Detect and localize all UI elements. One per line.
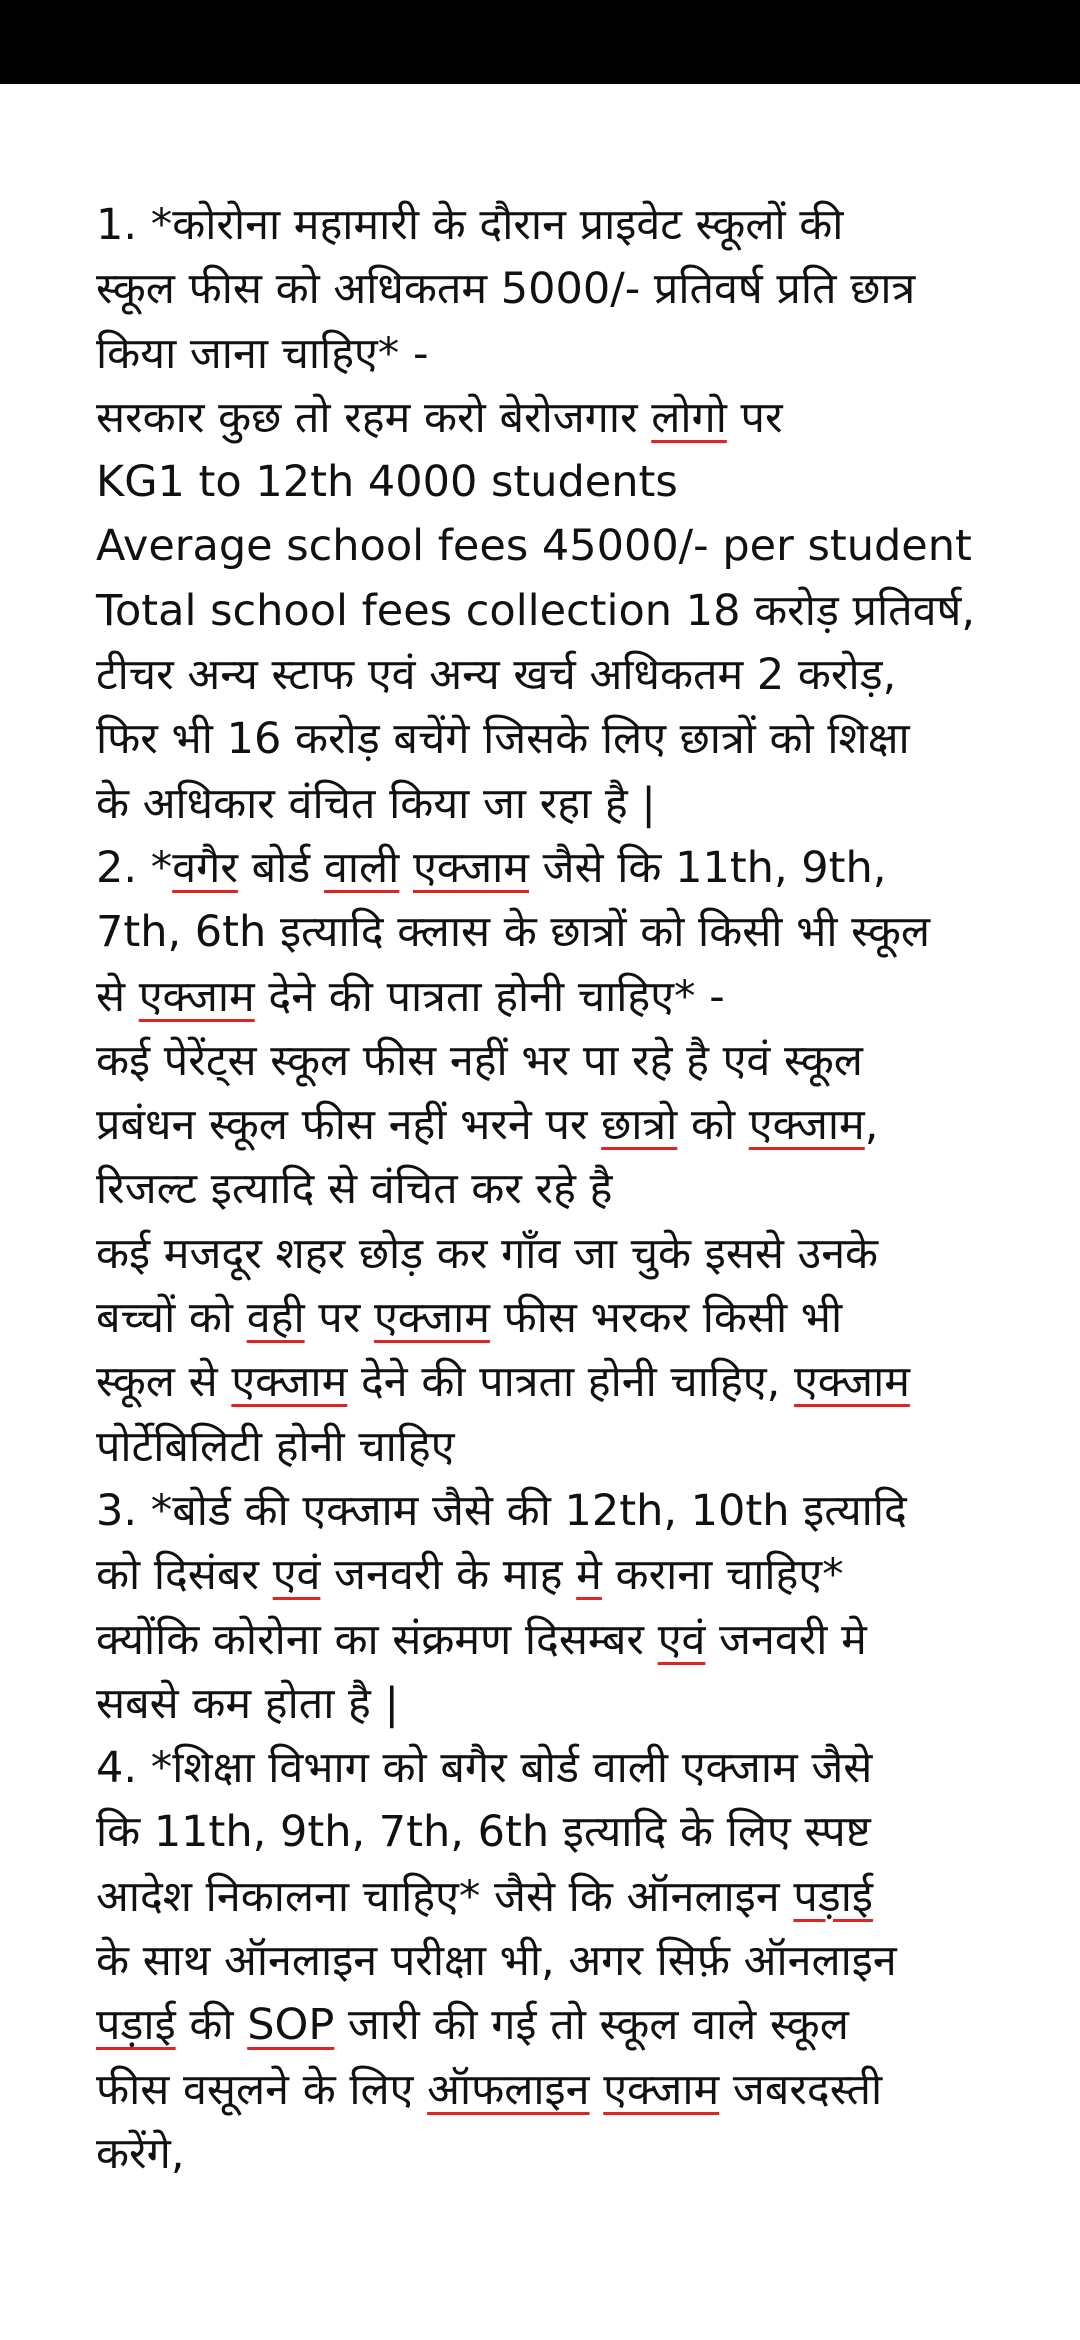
text-run: को दिसंबर xyxy=(96,1550,273,1601)
text-line: रिजल्ट इत्यादि से वंचित कर रहे है xyxy=(96,1164,613,1215)
text-run: पर xyxy=(726,392,783,443)
text-run: जबरदस्ती xyxy=(719,2064,883,2115)
text-run: फीस वसूलने के लिए xyxy=(96,2064,428,2115)
text-line xyxy=(96,836,996,900)
text-line: टीचर अन्य स्टाफ एवं अन्य खर्च अधिकतम 2 करोड़, xyxy=(96,650,897,701)
text-line xyxy=(96,1543,996,1607)
text-line: सबसे कम होता है | xyxy=(96,1678,400,1729)
text-run: जारी की गई तो स्कूल वाले स्कूल xyxy=(334,2000,849,2051)
text-line xyxy=(96,386,996,450)
text-run: की xyxy=(175,2000,248,2051)
text-run xyxy=(590,2065,604,2115)
misspelled-word[interactable]: एक्जाम xyxy=(231,1357,348,1408)
text-line: Average school fees 45000/- per student xyxy=(96,521,972,572)
misspelled-word[interactable]: वाली xyxy=(323,842,400,893)
text-run xyxy=(399,843,413,893)
text-line: 1. *कोरोना महामारी के दौरान प्राइवेट स्कूलों की xyxy=(96,200,844,250)
text-line: 4. *शिक्षा विभाग को बगैर बोर्ड वाली एक्जाम जैसे xyxy=(96,1743,873,1794)
status-bar xyxy=(0,0,1080,84)
document-body[interactable] xyxy=(96,193,996,2186)
misspelled-word[interactable]: एक्जाम xyxy=(603,2064,720,2115)
text-line: KG1 to 12th 4000 students xyxy=(96,457,678,508)
text-line: फिर भी 16 करोड़ बचेंगे जिसके लिए छात्रों को शिक्षा xyxy=(96,714,910,765)
misspelled-word[interactable]: लोगो xyxy=(651,392,727,443)
misspelled-word[interactable]: एवं xyxy=(657,1614,706,1665)
text-line: कई पेरेंट्स स्कूल फीस नहीं भर पा रहे है एवं स्कूल xyxy=(96,1035,863,1086)
misspelled-word[interactable]: पड़ाई xyxy=(96,2000,176,2051)
text-run: कराना चाहिए* xyxy=(601,1550,844,1601)
text-run: 2. * xyxy=(96,842,173,893)
text-run: आदेश निकालना चाहिए* जैसे कि ऑनलाइन xyxy=(96,1871,794,1922)
text-run: , xyxy=(864,1100,879,1151)
text-run: देने की पात्रता होनी चाहिए, xyxy=(347,1357,794,1408)
text-line xyxy=(96,2058,996,2122)
misspelled-word[interactable]: वही xyxy=(246,1293,305,1344)
text-line: के साथ ऑनलाइन परीक्षा भी, अगर सिर्फ़ ऑनलाइन xyxy=(96,1936,897,1987)
text-run: जैसे कि 11th, 9th, xyxy=(528,842,887,893)
text-run: सरकार कुछ तो रहम करो बेरोजगार xyxy=(96,392,652,443)
misspelled-word[interactable]: वगैर xyxy=(172,842,238,893)
misspelled-word[interactable]: एक्जाम xyxy=(138,971,255,1022)
misspelled-word[interactable]: पड़ाई xyxy=(793,1871,873,1922)
text-line: स्कूल फीस को अधिकतम 5000/- प्रतिवर्ष प्रति छात्र xyxy=(96,264,916,315)
text-run: क्योंकि कोरोना का संक्रमण दिसम्बर xyxy=(96,1614,658,1665)
misspelled-word[interactable]: SOP xyxy=(247,2000,335,2051)
text-run: से xyxy=(96,971,139,1022)
text-run: जनवरी मे xyxy=(705,1614,867,1665)
text-line xyxy=(96,1350,996,1414)
text-line: कई मजदूर शहर छोड़ कर गाँव जा चुके इससे उनके xyxy=(96,1228,879,1279)
misspelled-word[interactable]: एवं xyxy=(272,1550,321,1601)
misspelled-word[interactable]: एक्जाम xyxy=(793,1357,910,1408)
text-line: 7th, 6th इत्यादि क्लास के छात्रों को किसी भी स्कूल xyxy=(96,907,931,958)
misspelled-word[interactable]: ऑफलाइन xyxy=(427,2064,590,2115)
text-run: स्कूल से xyxy=(96,1357,232,1408)
text-line xyxy=(96,1093,996,1157)
text-run: प्रबंधन स्कूल फीस नहीं भरने पर xyxy=(96,1100,602,1151)
text-run: पर xyxy=(304,1293,374,1344)
text-run: जनवरी के माह xyxy=(320,1550,577,1601)
text-line: पोर्टेबिलिटी होनी चाहिए xyxy=(96,1421,455,1472)
misspelled-word[interactable]: मे xyxy=(576,1550,602,1601)
text-line: Total school fees collection 18 करोड़ प्रतिवर्ष, xyxy=(96,585,976,636)
text-line xyxy=(96,965,996,1029)
text-run: को xyxy=(677,1100,749,1151)
text-run: देने की पात्रता होनी चाहिए* - xyxy=(254,971,725,1022)
misspelled-word[interactable]: एक्जाम xyxy=(373,1293,490,1344)
misspelled-word[interactable]: एक्जाम xyxy=(412,842,529,893)
text-line xyxy=(96,1865,996,1929)
text-line xyxy=(96,1286,996,1350)
text-line: कि 11th, 9th, 7th, 6th इत्यादि के लिए स्पष्ट xyxy=(96,1807,871,1858)
text-line xyxy=(96,1993,996,2057)
text-line: 3. *बोर्ड की एक्जाम जैसे की 12th, 10th इत्यादि xyxy=(96,1485,907,1536)
misspelled-word[interactable]: एक्जाम xyxy=(748,1100,865,1151)
misspelled-word[interactable]: छात्रो xyxy=(601,1100,678,1151)
text-line xyxy=(96,1608,996,1672)
text-run: बच्चों को xyxy=(96,1293,247,1344)
text-line: के अधिकार वंचित किया जा रहा है | xyxy=(96,778,656,829)
text-line: करेंगे, xyxy=(96,2128,185,2179)
text-run: बोर्ड xyxy=(237,842,324,893)
text-run: फीस भरकर किसी भी xyxy=(489,1293,843,1344)
text-line: किया जाना चाहिए* - xyxy=(96,328,429,379)
